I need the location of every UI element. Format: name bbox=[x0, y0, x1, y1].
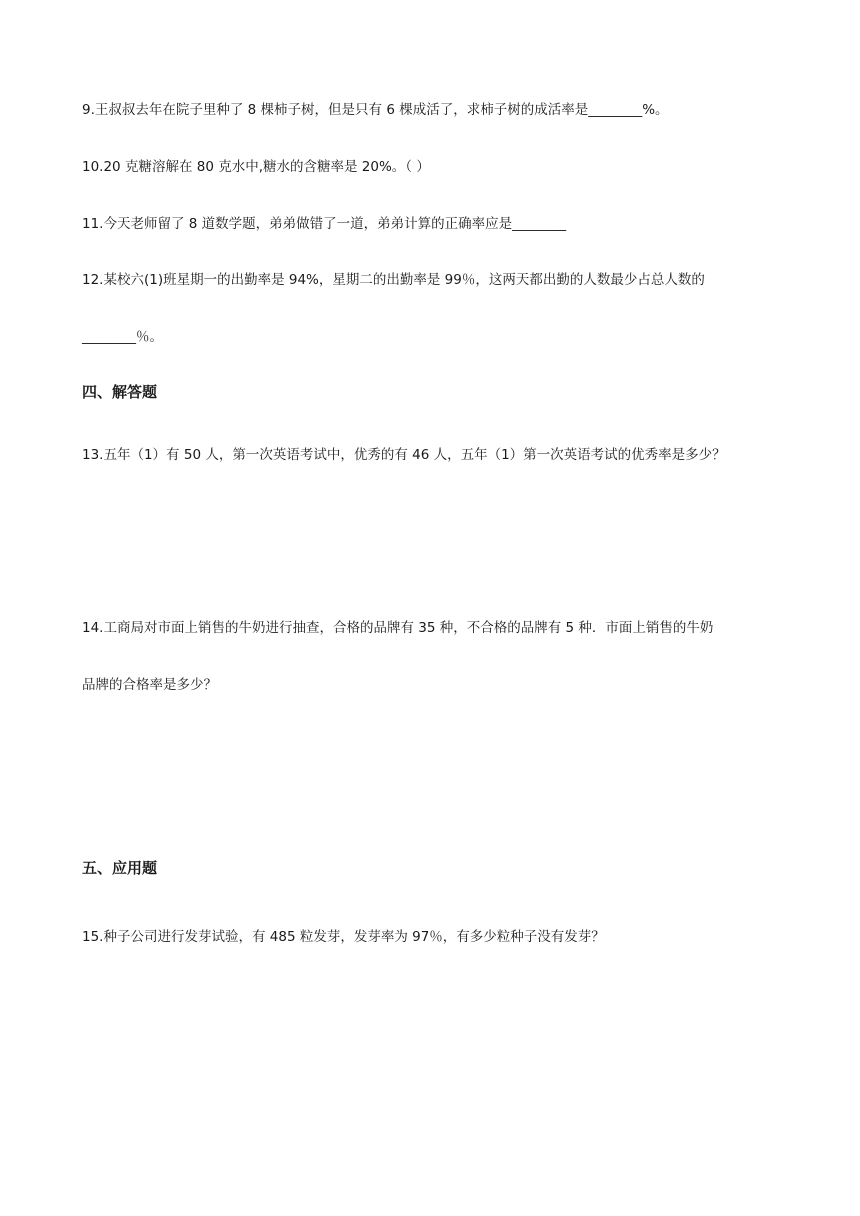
question-12-line-2: ________％。 bbox=[82, 329, 163, 345]
section-5-heading: 五、应用题 bbox=[82, 859, 158, 877]
section-4-heading: 四、解答题 bbox=[82, 383, 158, 401]
question-14-line-1: 14.工商局对市面上销售的牛奶进行抽查，合格的品牌有 35 种，不合格的品牌有 5 种．市面上销售的牛奶 bbox=[82, 620, 714, 636]
question-12-line-1: 12.某校六(1)班星期一的出勤率是 94%，星期二的出勤率是 99％，这两天都出勤的人数最少占总人数的 bbox=[82, 272, 705, 288]
question-10: 10.20 克糖溶解在 80 克水中,糖水的含糖率是 20%。（ ） bbox=[82, 159, 430, 175]
question-9: 9.王叔叔去年在院子里种了 8 棵柿子树，但是只有 6 棵成活了，求柿子树的成活率是________%。 bbox=[82, 102, 669, 118]
question-15: 15.种子公司进行发芽试验，有 485 粒发芽，发芽率为 97％，有多少粒种子没有发芽？ bbox=[82, 929, 605, 945]
question-14-line-2: 品牌的合格率是多少？ bbox=[82, 677, 217, 693]
question-11: 11.今天老师留了 8 道数学题，弟弟做错了一道，弟弟计算的正确率应是________ bbox=[82, 216, 567, 232]
question-13: 13.五年（1）有 50 人，第一次英语考试中，优秀的有 46 人，五年（1）第一次英语考试的优秀率是多少？ bbox=[82, 447, 726, 463]
